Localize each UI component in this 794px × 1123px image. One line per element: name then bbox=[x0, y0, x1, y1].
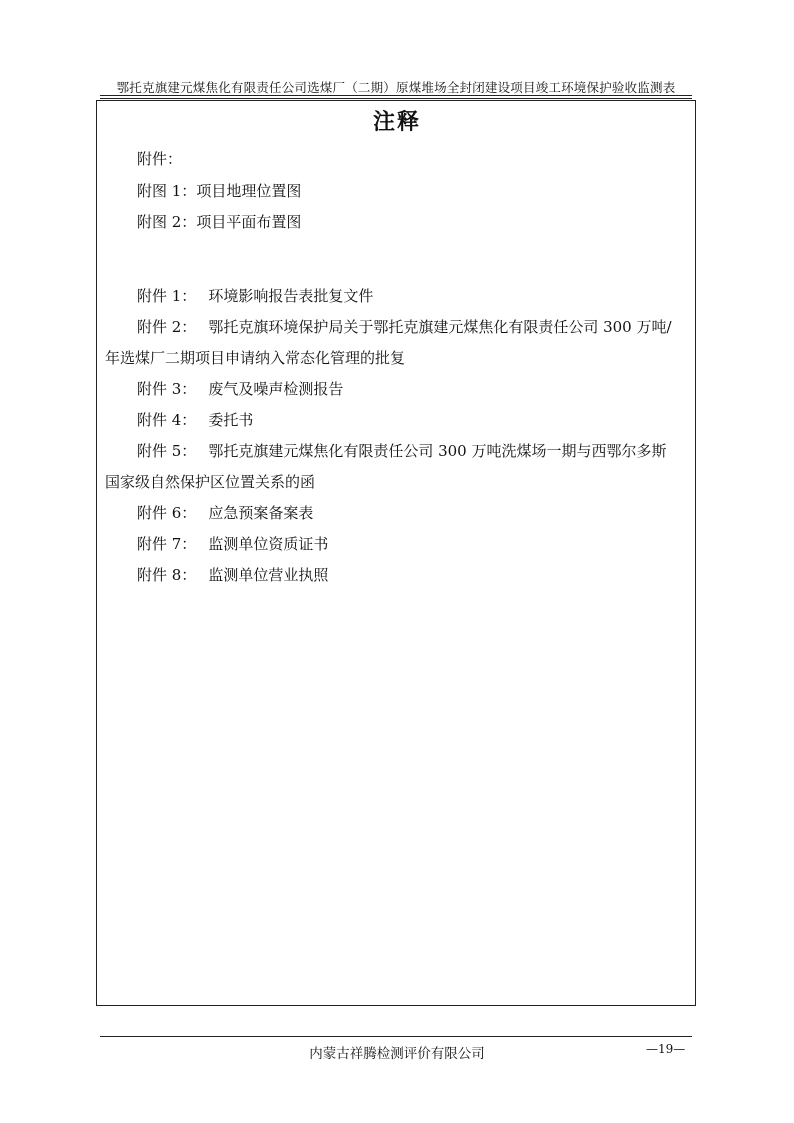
attachment-item-5 bbox=[137, 440, 666, 461]
attachment-text: 委托书 bbox=[208, 411, 254, 429]
figure-item-2 bbox=[137, 211, 301, 232]
attachment-text: 鄂托克旗环境保护局关于鄂托克旗建元煤焦化有限责任公司 300 万吨/ bbox=[208, 318, 672, 336]
attachment-item-2 bbox=[137, 316, 672, 337]
attachments-heading: 附件： bbox=[137, 150, 183, 168]
attachment-item-3 bbox=[137, 378, 343, 399]
attachment-item-2-continuation: 年选煤厂二期项目申请纳入常态化管理的批复 bbox=[105, 349, 406, 367]
attachment-label: 附件 4： bbox=[137, 411, 197, 429]
attachment-item-6 bbox=[137, 502, 313, 523]
page-title: 注释 bbox=[372, 109, 421, 135]
attachment-label: 附件 8： bbox=[137, 566, 197, 584]
attachment-label: 附件 5： bbox=[137, 442, 197, 460]
attachment-item-1 bbox=[137, 285, 373, 306]
figure-label: 附图 1： bbox=[137, 182, 197, 200]
attachment-text: 监测单位资质证书 bbox=[208, 535, 329, 553]
page-number: —19— bbox=[646, 1042, 686, 1056]
attachment-item-7 bbox=[137, 533, 328, 554]
attachment-text: 应急预案备案表 bbox=[208, 504, 314, 522]
header-rule bbox=[100, 95, 692, 99]
attachment-item-5-continuation: 国家级自然保护区位置关系的函 bbox=[105, 473, 316, 491]
footer-rule bbox=[100, 1036, 692, 1037]
attachment-label: 附件 6： bbox=[137, 504, 197, 522]
attachment-item-4 bbox=[137, 409, 253, 430]
attachment-label: 附件 2： bbox=[137, 318, 197, 336]
attachment-text: 鄂托克旗建元煤焦化有限责任公司 300 万吨洗煤场一期与西鄂尔多斯 bbox=[208, 442, 667, 460]
figure-label: 附图 2： bbox=[137, 213, 197, 231]
figure-item-1 bbox=[137, 180, 301, 201]
attachment-item-8 bbox=[137, 564, 328, 585]
figure-text: 项目地理位置图 bbox=[196, 182, 302, 200]
page-header: 鄂托克旗建元煤焦化有限责任公司选煤厂（二期）原煤堆场全封闭建设项目竣工环境保护验收监测表 bbox=[116, 80, 676, 95]
attachment-label: 附件 3： bbox=[137, 380, 197, 398]
attachment-text: 监测单位营业执照 bbox=[208, 566, 329, 584]
footer-company: 内蒙古祥腾检测评价有限公司 bbox=[309, 1046, 485, 1062]
figure-text: 项目平面布置图 bbox=[196, 213, 302, 231]
attachment-text: 环境影响报告表批复文件 bbox=[208, 287, 374, 305]
attachment-label: 附件 7： bbox=[137, 535, 197, 553]
attachment-text: 废气及噪声检测报告 bbox=[208, 380, 344, 398]
attachment-label: 附件 1： bbox=[137, 287, 197, 305]
